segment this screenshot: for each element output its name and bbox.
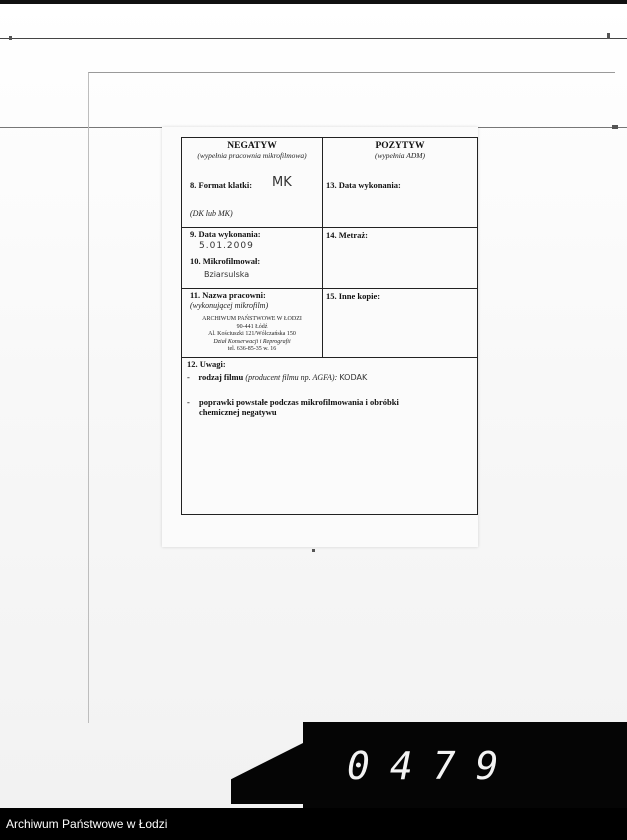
row-divider (182, 288, 477, 289)
form-table (181, 137, 478, 515)
film-type-label: rodzaj filmu (198, 372, 244, 382)
row-divider (182, 357, 477, 358)
frame-number: 0479 (347, 744, 519, 788)
negatyw-header (182, 141, 322, 160)
stamp-line: ARCHIWUM PAŃSTWOWE W ŁODZI (202, 316, 302, 322)
frame-number-band (303, 722, 627, 808)
footer-bar (0, 808, 627, 840)
lab-name-label: 11. Nazwa pracowni: (190, 290, 266, 300)
film-type-value: KODAK (339, 373, 368, 382)
film-edge-top (0, 0, 627, 4)
pozytyw-date-label: 13. Data wykonania: (326, 180, 401, 190)
archive-name: Archiwum Państwowe w Łodzi (6, 817, 168, 831)
negatyw-subtitle: (wypełnia pracownia mikrofilmowa) (197, 151, 307, 160)
length-label: 14. Metraż: (326, 230, 369, 240)
microfilm-card (162, 127, 478, 547)
band-notch (231, 742, 305, 804)
operator-label: 10. Mikrofilmował: (190, 256, 261, 266)
bullet: - (187, 397, 190, 407)
format-hint: (DK lub MK) (190, 209, 233, 218)
film-line-top (0, 38, 627, 39)
lab-name-hint: (wykonującej mikrofilm) (190, 301, 269, 310)
format-label: 8. Format klatki: (190, 180, 253, 190)
negatyw-title: NEGATYW (227, 141, 277, 151)
corrections-text: poprawki powstałe podczas mikrofilmowania i obróbki chemicznej negatywu (199, 397, 399, 417)
pozytyw-header (323, 141, 477, 160)
date-value: 5.01.2009 (199, 241, 254, 251)
format-value: MK (272, 175, 292, 190)
stamp-line: 90-441 Łódź (236, 323, 268, 330)
archive-stamp (184, 316, 320, 354)
column-divider (322, 138, 323, 357)
pozytyw-subtitle: (wypełnia ADM) (374, 151, 426, 160)
remarks-item-film (187, 372, 367, 382)
film-speck (607, 33, 610, 39)
film-speck (9, 36, 12, 40)
stamp-line: tel. 636-85-35 w. 16 (227, 346, 277, 352)
bullet: - (187, 372, 190, 382)
stamp-line: Al. Kościuszki 121/Wólczańska 150 (208, 331, 296, 337)
other-copies-label: 15. Inne kopie: (326, 291, 381, 301)
film-type-hint: (producent filmu np. AGFA): (245, 373, 338, 382)
pozytyw-title: POZYTYW (375, 141, 425, 151)
operator-signature: Bziarsulska (204, 270, 250, 279)
stamp-line: Dział Konserwacji i Reprografii (213, 338, 291, 345)
date-label: 9. Data wykonania: (190, 229, 261, 239)
row-divider (182, 227, 477, 228)
remarks-label: 12. Uwagi: (187, 359, 226, 369)
